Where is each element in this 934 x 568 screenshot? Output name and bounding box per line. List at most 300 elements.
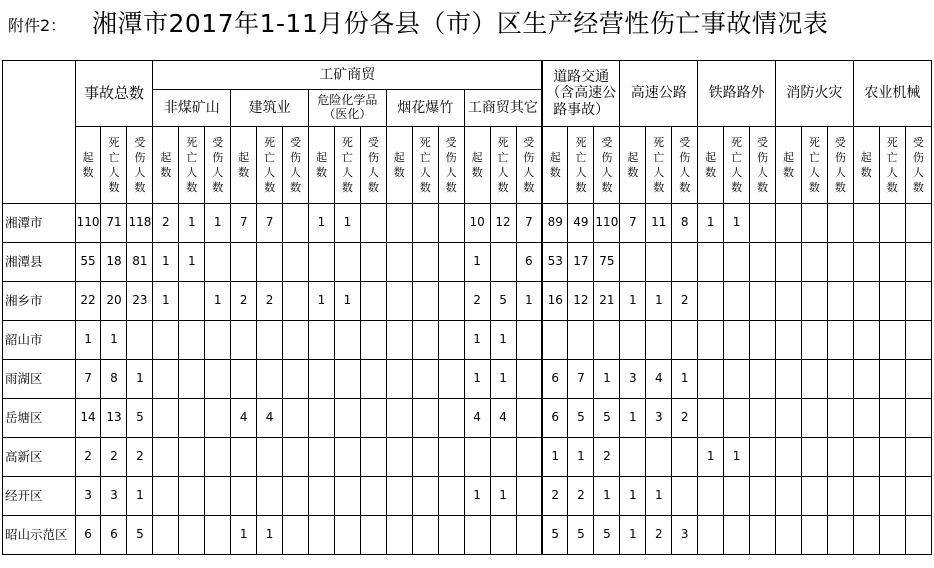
data-cell (853, 243, 879, 282)
data-cell: 1 (568, 438, 594, 477)
data-cell: 2 (672, 399, 698, 438)
data-cell (724, 243, 750, 282)
group-non-coal: 非煤矿山 (153, 90, 231, 127)
data-cell (801, 516, 827, 555)
data-cell (153, 399, 179, 438)
data-cell (516, 438, 542, 477)
subheader-label: 死亡人数 (497, 136, 509, 194)
group-road (542, 61, 620, 127)
subheader-label: 起数 (238, 151, 250, 179)
data-cell: 1 (205, 282, 231, 321)
subheader-label: 起数 (315, 151, 327, 179)
data-cell (360, 438, 386, 477)
data-cell: 7 (231, 204, 257, 243)
data-cell (386, 516, 412, 555)
data-cell (775, 399, 801, 438)
data-cell (490, 516, 516, 555)
data-cell (257, 477, 283, 516)
subheader-deaths (646, 127, 672, 204)
region-name: 昭山示范区 (3, 516, 76, 555)
data-cell: 1 (464, 360, 490, 399)
subheader-injured (672, 127, 698, 204)
data-cell (724, 282, 750, 321)
data-cell: 75 (594, 243, 620, 282)
data-cell (827, 438, 853, 477)
region-name: 高新区 (3, 438, 76, 477)
data-cell: 5 (568, 516, 594, 555)
data-cell: 71 (101, 204, 127, 243)
data-cell (309, 438, 335, 477)
data-cell: 6 (101, 516, 127, 555)
data-cell (853, 360, 879, 399)
subheader-deaths (490, 127, 516, 204)
data-cell (801, 438, 827, 477)
data-cell (309, 321, 335, 360)
data-cell (360, 516, 386, 555)
data-cell (283, 204, 309, 243)
data-cell (724, 321, 750, 360)
data-cell: 6 (516, 243, 542, 282)
data-cell: 1 (490, 360, 516, 399)
subheader-deaths (334, 127, 360, 204)
data-cell (750, 282, 776, 321)
data-cell (775, 321, 801, 360)
data-cell (283, 438, 309, 477)
data-cell (412, 516, 438, 555)
data-cell: 16 (542, 282, 568, 321)
subheader-label: 起数 (705, 151, 717, 179)
data-cell: 6 (75, 516, 101, 555)
data-cell (775, 477, 801, 516)
data-cell: 2 (672, 282, 698, 321)
accident-table (2, 60, 932, 555)
table-row (3, 516, 932, 555)
subheader-injured (827, 127, 853, 204)
subheader-deaths (101, 127, 127, 204)
data-cell (127, 321, 153, 360)
region-header-cell (3, 61, 76, 204)
data-cell (179, 360, 205, 399)
subheader-label: 起数 (549, 151, 561, 179)
data-cell (698, 399, 724, 438)
subheader-deaths (801, 127, 827, 204)
data-cell: 2 (257, 282, 283, 321)
subheader-count (775, 127, 801, 204)
data-cell (775, 360, 801, 399)
data-cell (724, 477, 750, 516)
table-row (3, 243, 932, 282)
data-cell: 2 (464, 282, 490, 321)
data-cell (516, 360, 542, 399)
data-cell (750, 477, 776, 516)
region-name: 湘潭县 (3, 243, 76, 282)
data-cell: 1 (542, 438, 568, 477)
subheader-count (620, 127, 646, 204)
data-cell (464, 516, 490, 555)
data-cell: 1 (490, 321, 516, 360)
subheader-count (386, 127, 412, 204)
data-cell: 1 (698, 204, 724, 243)
data-cell (879, 477, 905, 516)
data-cell: 5 (542, 516, 568, 555)
data-cell (750, 204, 776, 243)
data-cell: 1 (594, 360, 620, 399)
subheader-label: 起数 (82, 151, 94, 179)
data-cell: 110 (594, 204, 620, 243)
data-cell (879, 399, 905, 438)
data-cell: 2 (231, 282, 257, 321)
data-cell: 20 (101, 282, 127, 321)
data-cell: 89 (542, 204, 568, 243)
data-cell (724, 399, 750, 438)
group-rail: 铁路路外 (698, 61, 776, 127)
data-cell (905, 516, 931, 555)
table-row (3, 204, 932, 243)
data-cell (775, 243, 801, 282)
data-cell: 13 (101, 399, 127, 438)
subheader-injured (283, 127, 309, 204)
data-cell (334, 360, 360, 399)
data-cell (438, 360, 464, 399)
data-cell (905, 438, 931, 477)
subheader-deaths (724, 127, 750, 204)
data-cell (672, 438, 698, 477)
data-cell (360, 321, 386, 360)
region-name: 湘潭市 (3, 204, 76, 243)
data-cell: 110 (75, 204, 101, 243)
data-cell (386, 399, 412, 438)
data-cell (750, 360, 776, 399)
data-cell (205, 360, 231, 399)
data-cell: 53 (542, 243, 568, 282)
data-cell: 4 (464, 399, 490, 438)
subheader-count (231, 127, 257, 204)
subheader-label: 起数 (627, 151, 639, 179)
data-cell (309, 243, 335, 282)
data-cell (646, 321, 672, 360)
data-cell (231, 321, 257, 360)
data-cell (853, 438, 879, 477)
data-cell (698, 282, 724, 321)
data-cell: 2 (75, 438, 101, 477)
data-cell: 10 (464, 204, 490, 243)
data-cell (334, 399, 360, 438)
subheader-label: 起数 (782, 151, 794, 179)
subheader-label: 受伤人数 (367, 136, 379, 194)
data-cell (257, 243, 283, 282)
data-cell (205, 243, 231, 282)
data-cell: 1 (620, 399, 646, 438)
data-cell: 4 (490, 399, 516, 438)
data-cell (386, 438, 412, 477)
data-cell (853, 204, 879, 243)
subheader-deaths (257, 127, 283, 204)
data-cell: 2 (127, 438, 153, 477)
subheader-label: 受伤人数 (601, 136, 613, 194)
data-cell (179, 477, 205, 516)
data-cell (309, 399, 335, 438)
data-cell: 1 (464, 477, 490, 516)
data-cell (516, 516, 542, 555)
table-row (3, 360, 932, 399)
data-cell (412, 282, 438, 321)
subheader-label: 受伤人数 (290, 136, 302, 194)
data-cell: 1 (257, 516, 283, 555)
subheader-deaths (568, 127, 594, 204)
table-row (3, 282, 932, 321)
data-cell: 3 (672, 516, 698, 555)
data-cell (205, 438, 231, 477)
data-cell (438, 321, 464, 360)
subheader-count (853, 127, 879, 204)
data-cell (334, 438, 360, 477)
data-cell (360, 360, 386, 399)
data-cell: 1 (464, 243, 490, 282)
subheader-label: 死亡人数 (264, 136, 276, 194)
data-cell (698, 243, 724, 282)
data-cell (231, 243, 257, 282)
data-cell: 1 (205, 204, 231, 243)
data-cell (724, 516, 750, 555)
title-bar (0, 0, 934, 46)
data-cell: 1 (309, 282, 335, 321)
region-name: 经开区 (3, 477, 76, 516)
data-cell (257, 438, 283, 477)
data-cell: 1 (75, 321, 101, 360)
data-cell (412, 360, 438, 399)
data-cell: 5 (568, 399, 594, 438)
subheader-injured (905, 127, 931, 204)
data-cell: 7 (75, 360, 101, 399)
data-cell (386, 321, 412, 360)
data-cell (750, 516, 776, 555)
data-cell (438, 438, 464, 477)
data-cell: 1 (490, 477, 516, 516)
data-cell (386, 282, 412, 321)
data-cell: 3 (646, 399, 672, 438)
data-cell: 1 (179, 243, 205, 282)
data-cell (438, 477, 464, 516)
data-cell (775, 516, 801, 555)
data-cell (283, 399, 309, 438)
data-cell (309, 360, 335, 399)
data-cell (412, 399, 438, 438)
data-cell (231, 477, 257, 516)
data-cell (360, 477, 386, 516)
table-row (3, 321, 932, 360)
subheader-label: 起数 (393, 151, 405, 179)
data-cell (801, 399, 827, 438)
table-row (3, 438, 932, 477)
data-cell (179, 516, 205, 555)
data-cell (879, 438, 905, 477)
data-cell (905, 321, 931, 360)
data-cell: 7 (568, 360, 594, 399)
data-cell (827, 360, 853, 399)
data-cell (905, 477, 931, 516)
subheader-label: 起数 (860, 151, 872, 179)
data-cell (231, 360, 257, 399)
data-cell: 17 (568, 243, 594, 282)
subheader-injured (750, 127, 776, 204)
data-cell (646, 243, 672, 282)
data-cell: 5 (127, 399, 153, 438)
data-cell (879, 516, 905, 555)
data-cell: 12 (568, 282, 594, 321)
data-cell (516, 399, 542, 438)
table-row (3, 399, 932, 438)
data-cell (879, 204, 905, 243)
data-cell (360, 282, 386, 321)
group-hazchem (309, 90, 387, 127)
data-cell: 3 (620, 360, 646, 399)
data-cell (516, 321, 542, 360)
data-cell (464, 438, 490, 477)
data-cell: 1 (620, 477, 646, 516)
hazchem-line2: （医化） (323, 107, 372, 121)
data-cell (775, 438, 801, 477)
data-cell (360, 399, 386, 438)
data-cell (775, 282, 801, 321)
data-cell: 2 (594, 438, 620, 477)
data-cell (750, 438, 776, 477)
data-cell (672, 243, 698, 282)
data-cell (179, 399, 205, 438)
subheader-count (309, 127, 335, 204)
data-cell: 23 (127, 282, 153, 321)
data-cell: 4 (646, 360, 672, 399)
data-cell: 3 (75, 477, 101, 516)
group-other-industry: 工商贸其它 (464, 90, 542, 127)
table-body (3, 61, 932, 555)
data-cell (334, 516, 360, 555)
data-cell (205, 477, 231, 516)
subheader-label: 受伤人数 (212, 136, 224, 194)
subheader-label: 死亡人数 (419, 136, 431, 194)
data-cell (827, 204, 853, 243)
data-cell: 1 (698, 438, 724, 477)
data-cell: 6 (542, 360, 568, 399)
data-cell: 4 (231, 399, 257, 438)
data-cell (698, 516, 724, 555)
subheader-count (75, 127, 101, 204)
data-cell: 1 (620, 282, 646, 321)
region-name: 韶山市 (3, 321, 76, 360)
data-cell (879, 360, 905, 399)
data-cell: 4 (257, 399, 283, 438)
subheader-deaths (879, 127, 905, 204)
subheader-injured (205, 127, 231, 204)
data-cell (179, 282, 205, 321)
data-cell (801, 321, 827, 360)
data-cell (412, 438, 438, 477)
subheader-label: 起数 (471, 151, 483, 179)
data-cell (698, 321, 724, 360)
data-cell: 1 (646, 282, 672, 321)
data-cell (490, 243, 516, 282)
data-cell (801, 243, 827, 282)
subheader-label: 死亡人数 (186, 136, 198, 194)
data-cell (231, 438, 257, 477)
data-cell (853, 321, 879, 360)
data-cell (672, 321, 698, 360)
data-cell (646, 438, 672, 477)
subheader-injured (594, 127, 620, 204)
data-cell: 1 (594, 477, 620, 516)
data-cell (153, 516, 179, 555)
data-cell (853, 399, 879, 438)
data-cell (179, 438, 205, 477)
data-cell (827, 321, 853, 360)
page-title: 湘潭市2017年1-11月份各县（市）区生产经营性伤亡事故情况表 (92, 9, 829, 38)
data-cell (309, 516, 335, 555)
data-cell (827, 399, 853, 438)
subheader-deaths (412, 127, 438, 204)
group-highway: 高速公路 (620, 61, 698, 127)
data-cell (438, 399, 464, 438)
data-cell (775, 204, 801, 243)
data-cell: 1 (646, 477, 672, 516)
data-cell (879, 321, 905, 360)
data-cell (205, 516, 231, 555)
data-cell (283, 321, 309, 360)
data-cell (412, 204, 438, 243)
data-cell: 1 (724, 204, 750, 243)
data-cell (360, 243, 386, 282)
data-cell: 1 (516, 282, 542, 321)
data-cell (827, 282, 853, 321)
subheader-label: 受伤人数 (445, 136, 457, 194)
subheader-count (464, 127, 490, 204)
data-cell: 5 (490, 282, 516, 321)
data-cell: 55 (75, 243, 101, 282)
data-cell (853, 477, 879, 516)
data-cell: 22 (75, 282, 101, 321)
subheader-count (153, 127, 179, 204)
data-cell: 5 (594, 516, 620, 555)
table-row (3, 477, 932, 516)
data-cell: 1 (153, 282, 179, 321)
data-cell: 81 (127, 243, 153, 282)
data-cell (750, 321, 776, 360)
data-cell: 1 (334, 282, 360, 321)
region-name: 湘乡市 (3, 282, 76, 321)
data-cell: 49 (568, 204, 594, 243)
data-cell (412, 243, 438, 282)
data-cell: 1 (464, 321, 490, 360)
data-cell: 118 (127, 204, 153, 243)
data-cell (905, 204, 931, 243)
data-cell (750, 243, 776, 282)
data-cell: 12 (490, 204, 516, 243)
data-cell (412, 321, 438, 360)
data-cell (698, 477, 724, 516)
data-cell (905, 360, 931, 399)
group-total: 事故总数 (75, 61, 153, 127)
data-cell (827, 243, 853, 282)
subheader-label: 死亡人数 (886, 136, 898, 194)
data-cell (309, 477, 335, 516)
data-cell (620, 321, 646, 360)
data-cell: 2 (568, 477, 594, 516)
data-cell: 7 (257, 204, 283, 243)
subheader-label: 死亡人数 (808, 136, 820, 194)
data-cell (386, 477, 412, 516)
data-cell (386, 243, 412, 282)
data-cell: 1 (153, 243, 179, 282)
data-cell (386, 204, 412, 243)
data-cell (724, 360, 750, 399)
